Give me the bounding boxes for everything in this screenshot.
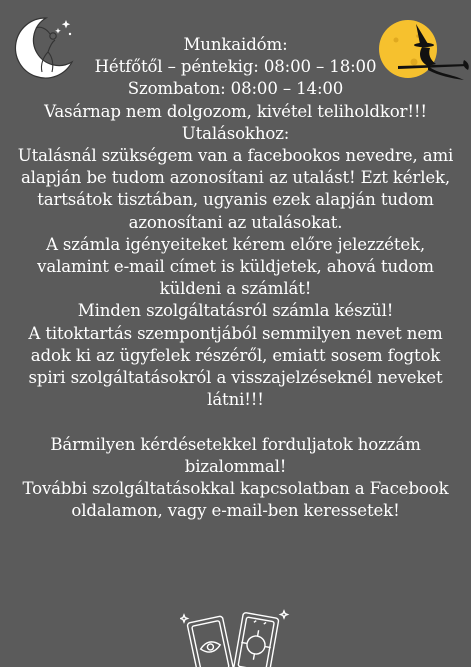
invoice-text-line: A számla igényeiteket kérem előre jelezzétek,	[45, 234, 426, 254]
saturday-hours: Szombaton: 08:00 – 14:00	[127, 79, 344, 99]
blank-line	[10, 411, 461, 433]
contact-text-line: oldalamon, vagy e-mail-ben keressetek!	[71, 501, 400, 521]
transfer-text-line: Utalásnál szükségem van a facebookos nevedre, ami	[17, 146, 454, 166]
info-text	[10, 34, 461, 522]
privacy-text-line: spiri szolgáltatásokról a visszajelzéseknél neveket	[28, 368, 443, 388]
privacy-text-line: A titoktartás szempontjából semmilyen nevet nem	[28, 323, 443, 343]
heading-working-hours: Munkaidóm:	[183, 35, 288, 54]
tarot-cards-icon	[180, 605, 292, 667]
invoice-note: Minden szolgáltatásról számla készül!	[77, 301, 394, 321]
invoice-text-line: küldeni a számlát!	[159, 279, 312, 299]
questions-text-line: bizalommal!	[184, 456, 287, 476]
contact-text-line: További szolgáltatásokkal kapcsolatban a Facebook	[22, 479, 449, 499]
invoice-text-line: valamint e-mail címet is küldjetek, ahová tudom	[37, 257, 434, 277]
transfer-text-line: tartsátok tisztában, ugyanis ezek alapján tudom	[37, 190, 434, 210]
transfer-text-line: alapján be tudom azonosítani az utalást! Ezt kérlek,	[20, 168, 451, 188]
weekday-hours: Hétfőtől – péntekig: 08:00 – 18:00	[94, 57, 377, 77]
questions-text-line: Bármilyen kérdésetekkel forduljatok hozzám	[50, 434, 421, 454]
privacy-text-line: látni!!!	[207, 390, 264, 410]
heading-transfers: Utalásokhoz:	[181, 123, 290, 143]
privacy-text-line: adok ki az ügyfelek részéről, emiatt sosem fogtok	[30, 345, 441, 365]
sunday-note: Vasárnap nem dolgozom, kivétel teliholdkor!!!	[44, 101, 427, 121]
transfer-text-line: azonosítani az utalásokat.	[128, 212, 343, 232]
